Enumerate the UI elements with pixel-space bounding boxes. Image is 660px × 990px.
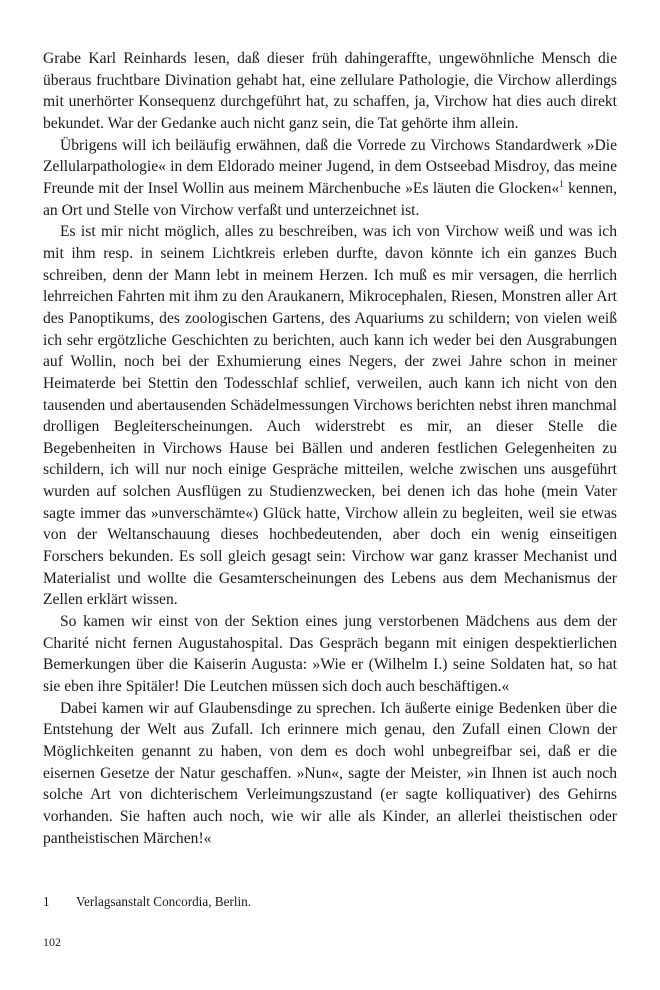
footnote-text: Verlagsanstalt Concordia, Berlin. — [76, 894, 252, 909]
paragraph-5: Dabei kamen wir auf Glaubensdinge zu sprechen. Ich äußerte einige Bedenken über die Entstehung der Welt aus Zufall. Ich erinnere mich genau, den Zufall einen Clown der Möglichkeiten genannt zu haben, von dem es doch wohl unbegreifbar sei, daß er die eisernen Gesetze der Natur geschaffen. »Nun«, sagte der Meister, »in Ihnen ist auch noch solche Art von dichterischem Verleimungszustand (er sagte kolliquativer) des Gehirns vorhanden. Sie haften auch noch, wie wir alle als Kinder, an allerlei theistischen oder pantheistischen Märchen!« — [43, 699, 617, 847]
body-text — [43, 48, 617, 849]
paragraph-1: Grabe Karl Reinhards lesen, daß dieser früh dahingeraffte, ungewöhnliche Mensch die überaus fruchtbare Divination gehabt hat, eine zellulare Pathologie, die Virchow allerdings mit unerhörter Konsequenz durchgeführt hat, zu schaffen, ja, Virchow hat dies auch direkt bekundet. War der Gedanke auch nicht ganz sein, die Tat gehörte ihm allein. — [43, 50, 617, 132]
page-body — [43, 48, 617, 849]
paragraph-3: Es ist mir nicht möglich, alles zu beschreiben, was ich von Virchow weiß und was ich mit ihm resp. in seinem Lichtkreis erleben durfte, davon könnte ich ein ganzes Buch schreiben, denn der Mann lebt in meinem Herzen. Ich muß es mir versagen, die herrlich lehrreichen Fahrten mit ihm zu den Araukanern, Mikrocephalen, Riesen, Monstren aller Art des Panoptikums, des zoologischen Gartens, des Aquariums zu schildern; von vielen weiß ich sehr ergötzliche Geschichten zu berichten, auch kann ich weder bei den Ausgrabungen auf Wollin, noch bei der Exhumierung eines Negers, der zwei Jahre schon in meiner Heimaterde bei Stettin den Todesschlaf schlief, verweilen, auch kann ich nicht von den tausenden und abertausenden Schädelmessungen Virchows berichten nebst ihren manchmal drolligen Begleiterscheinungen. Auch widerstrebt es mir, an dieser Stelle die Begebenheiten in Virchows Hause bei Bällen und anderen festlichen Gelegenheiten zu schildern, ich will nur noch einige Gespräche mitteilen, welche zwischen uns ausgeführt wurden auf solchen Ausflügen zu Studienzwecken, bei denen ich das hohe (mein Vater sagte immer das »unverschämte«) Glück hatte, Virchow allein zu begleiten, weil sie etwas von der Weltanschauung dieses hochbedeutenden, aber doch ein wenig einseitigen Forschers bekunden. Es soll gleich gesagt sein: Virchow war ganz krasser Mechanist und Materialist und wollte die Gesamterscheinungen des Lebens aus dem Mechanismus der Zellen erklärt wissen. — [43, 223, 617, 609]
footnote-number: 1 — [43, 894, 50, 909]
paragraph-2 — [43, 135, 617, 222]
paragraph-2-text-before: Übrigens will ich beiläufig erwähnen, daß die Vorrede zu Virchows Standardwerk »Die Zellularpathologie« in dem Eldorado meiner Jugend, in dem Ostseebad Misdroy, das meine Freunde mit der Insel Wollin aus meinem Märchenbuche »Es läuten die Glocken« — [43, 136, 617, 197]
paragraph-2-text-after: kennen, an Ort und Stelle von Virchow verfaßt und unterzeichnet ist. — [43, 179, 617, 219]
footnote — [43, 893, 617, 911]
paragraph-4: So kamen wir einst von der Sektion eines jung verstorbenen Mädchens aus dem der Charité nicht fernen Augustahospital. Das Gespräch begann mit einigen despektierlichen Bemerkungen über die Kaiserin Augusta: »Wie er (Wilhelm I.) seine Soldaten hat, so hat sie eben ihre Spitäler! Die Leutchen müssen sich doch auch beschäftigen.« — [43, 613, 617, 696]
page-number: 102 — [43, 935, 61, 949]
footnote-reference: 1 — [559, 178, 564, 189]
